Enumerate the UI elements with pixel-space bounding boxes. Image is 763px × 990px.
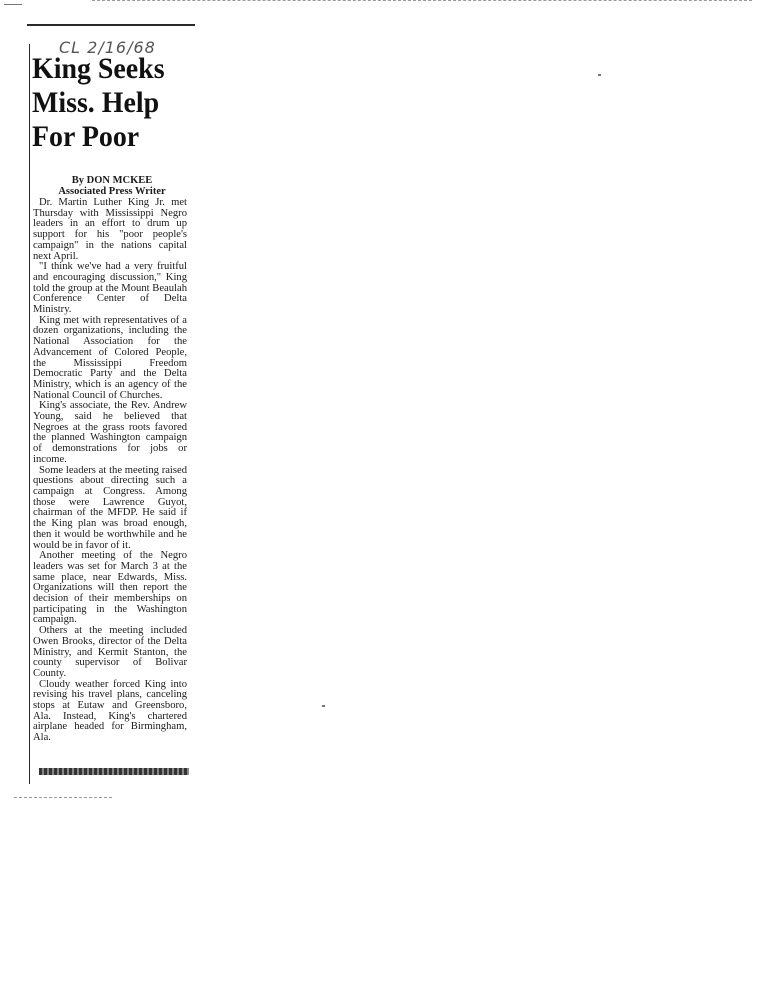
article-paragraph: Some leaders at the meeting raised questions about directing such a campaign at Congress. Among those were Lawrence Guyot, chairman of the MFDP. He said if the King plan was broad enough, then it would be worthwhile and he would be in favor of it. bbox=[33, 464, 187, 551]
article-body bbox=[33, 198, 187, 744]
byline-role: Associated Press Writer bbox=[58, 186, 166, 197]
headline-line: Miss. Help bbox=[32, 86, 160, 119]
article-paragraph: King met with representatives of a dozen organizations, including the National Association for the Advancement of Colored People, the Mississippi Freedom Democratic Party and the Delta Ministry, which is an agency of the National Council of Churches. bbox=[33, 314, 187, 401]
article-paragraph: Others at the meeting included Owen Brooks, director of the Delta Ministry, and Kermit Stanton, the county supervisor of Bolivar County. bbox=[33, 625, 187, 679]
clipping-top-rule bbox=[27, 24, 195, 26]
article-paragraph: King's associate, the Rev. Andrew Young, said he believed that Negroes at the grass roots favored the planned Washington campaign of demonstrations for jobs or income. bbox=[33, 400, 187, 465]
scan-speck bbox=[598, 74, 601, 76]
scan-speck bbox=[322, 705, 325, 707]
byline-author: By DON MCKEE bbox=[71, 175, 153, 186]
article-paragraph: Dr. Martin Luther King Jr. met Thursday with Mississippi Negro leaders in an effort to drum up support for his "poor people's campaign" in the nations capital next April. bbox=[33, 197, 187, 262]
headline-line: King Seeks bbox=[32, 52, 165, 85]
article-paragraph: "I think we've had a very fruitful and encouraging discussion," King told the group at the Mount Beaulah Conference Center of Delta Ministry. bbox=[33, 261, 187, 316]
clipping-bottom-rule bbox=[39, 768, 189, 775]
article-paragraph: Cloudy weather forced King into revising his travel plans, canceling stops at Eutaw and Greensboro, Ala. Instead, King's chartered airplane headed for Birmingham, Ala. bbox=[33, 678, 187, 744]
byline bbox=[37, 175, 187, 197]
column-rule bbox=[29, 44, 30, 784]
scan-footer-mark bbox=[14, 797, 112, 798]
article-paragraph: Another meeting of the Negro leaders was set for March 3 at the same place, near Edwards, Miss. Organizations will then report the decision of their memberships on participating in the Washington campaign. bbox=[33, 550, 187, 626]
headline-line: For Poor bbox=[32, 120, 140, 153]
scan-top-border bbox=[92, 0, 752, 1]
handwritten-date-annotation: CL 2/16/68 bbox=[59, 38, 156, 57]
newspaper-clipping bbox=[27, 18, 195, 780]
scan-corner-mark bbox=[4, 4, 22, 5]
headline bbox=[32, 52, 197, 154]
